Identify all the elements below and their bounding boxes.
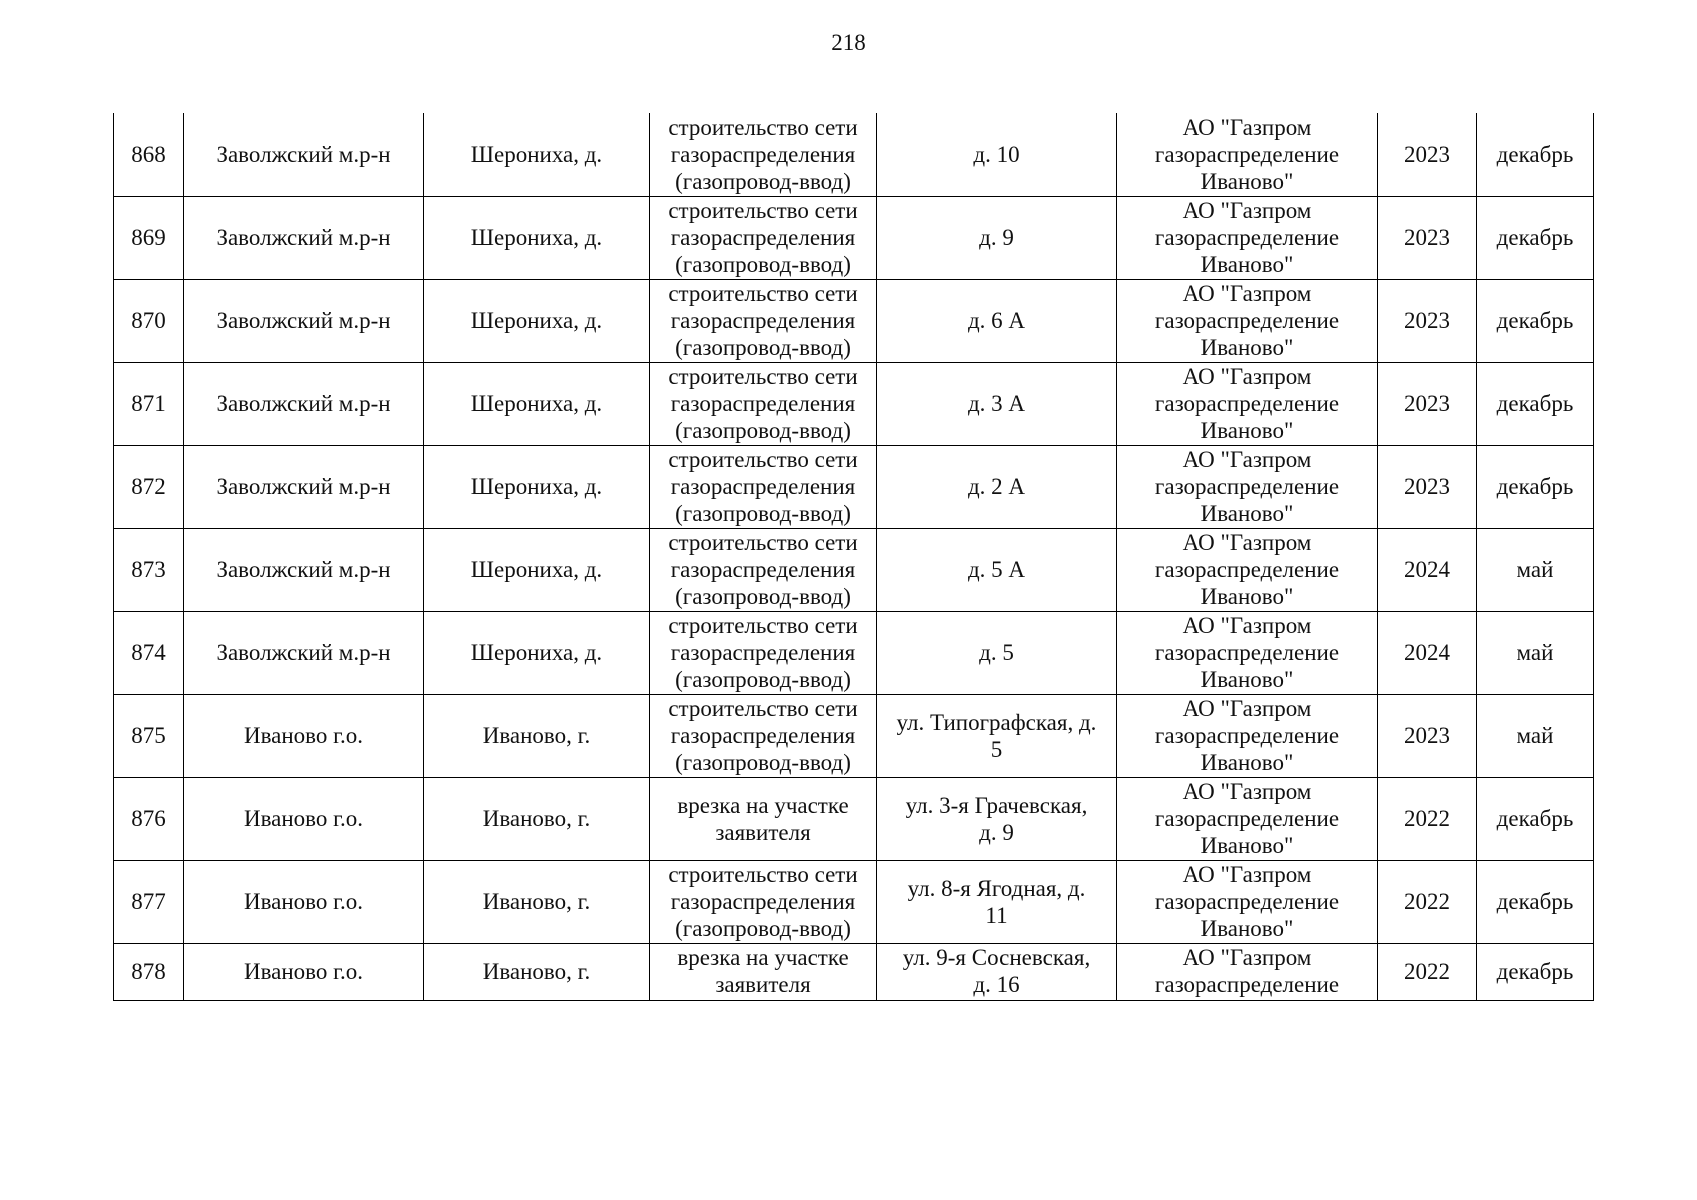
organization-cell-line: АО "Газпром [1182, 364, 1312, 389]
address-cell-line: д. 3 А [967, 391, 1026, 416]
work-type-cell-line: строительство сети [668, 447, 858, 472]
organization-cell-line: газораспределение [1154, 474, 1340, 499]
year-cell: 2023 [1378, 196, 1477, 279]
address-cell-line: 5 [990, 736, 1003, 762]
month-cell: декабрь [1477, 445, 1594, 528]
table-row [114, 113, 1594, 196]
data-table [113, 113, 1594, 1001]
work-type-cell-line: заявителя [715, 971, 811, 997]
district-cell: Заволжский м.р-н [184, 362, 424, 445]
organization-cell-line: АО "Газпром [1182, 198, 1312, 223]
organization-cell-line: АО "Газпром [1182, 447, 1312, 472]
organization-cell-line: газораспределение [1154, 971, 1340, 997]
address-cell-line: ул. 3-я Грачевская, [905, 792, 1088, 818]
row-number-cell: 874 [114, 611, 184, 694]
row-number-cell: 870 [114, 279, 184, 362]
address-cell-line: д. 9 [979, 819, 1014, 845]
table-row [114, 362, 1594, 445]
locality-cell: Шерониха, д. [424, 611, 650, 694]
table-row [114, 196, 1594, 279]
row-number-cell: 869 [114, 196, 184, 279]
address-cell-line: д. 6 А [967, 308, 1026, 333]
work-type-cell [650, 362, 877, 445]
locality-cell: Шерониха, д. [424, 196, 650, 279]
month-cell: май [1477, 528, 1594, 611]
address-cell [877, 777, 1117, 860]
organization-cell [1117, 196, 1378, 279]
work-type-cell-line: строительство сети [668, 613, 858, 638]
row-number-cell: 873 [114, 528, 184, 611]
work-type-cell-line: строительство сети [668, 862, 858, 887]
district-cell: Заволжский м.р-н [184, 611, 424, 694]
table-row [114, 694, 1594, 777]
work-type-cell-line: газораспределения [670, 474, 856, 499]
organization-cell-line: Иваново" [1200, 168, 1294, 194]
page-number: 218 [831, 30, 866, 55]
organization-cell-line: газораспределение [1154, 225, 1340, 250]
district-cell: Заволжский м.р-н [184, 196, 424, 279]
organization-cell [1117, 113, 1378, 196]
work-type-cell-line: (газопровод-ввод) [675, 750, 851, 775]
table-row [114, 943, 1594, 1000]
year-cell: 2023 [1378, 445, 1477, 528]
work-type-cell [650, 860, 877, 943]
work-type-cell-line: строительство сети [668, 198, 858, 223]
month-cell: декабрь [1477, 113, 1594, 196]
address-cell [877, 528, 1117, 611]
year-cell: 2024 [1378, 528, 1477, 611]
row-number-cell: 875 [114, 694, 184, 777]
district-cell: Заволжский м.р-н [184, 528, 424, 611]
address-cell-line: д. 2 А [967, 474, 1026, 499]
work-type-cell-line: (газопровод-ввод) [675, 252, 851, 277]
organization-cell [1117, 694, 1378, 777]
address-cell [877, 943, 1117, 1000]
work-type-cell [650, 694, 877, 777]
address-cell [877, 860, 1117, 943]
address-cell [877, 611, 1117, 694]
organization-cell-line: АО "Газпром [1182, 114, 1312, 140]
work-type-cell-line: заявителя [715, 819, 811, 845]
table-row [114, 611, 1594, 694]
district-cell: Иваново г.о. [184, 777, 424, 860]
organization-cell-line: Иваново" [1200, 418, 1294, 443]
work-type-cell-line: газораспределения [670, 723, 856, 748]
address-cell-line: ул. 9-я Сосневская, [902, 944, 1091, 970]
row-number-cell: 878 [114, 943, 184, 1000]
year-cell: 2023 [1378, 113, 1477, 196]
organization-cell [1117, 943, 1378, 1000]
organization-cell [1117, 528, 1378, 611]
organization-cell-line: АО "Газпром [1182, 613, 1312, 638]
district-cell: Иваново г.о. [184, 694, 424, 777]
address-cell-line: 11 [985, 902, 1008, 928]
address-cell [877, 196, 1117, 279]
work-type-cell [650, 611, 877, 694]
address-cell [877, 113, 1117, 196]
work-type-cell-line: газораспределения [670, 141, 856, 167]
organization-cell-line: газораспределение [1154, 640, 1340, 665]
work-type-cell-line: строительство сети [668, 281, 858, 306]
organization-cell-line: газораспределение [1154, 141, 1340, 167]
row-number-cell: 877 [114, 860, 184, 943]
organization-cell [1117, 362, 1378, 445]
locality-cell: Шерониха, д. [424, 445, 650, 528]
organization-cell-line: Иваново" [1200, 667, 1294, 692]
work-type-cell-line: строительство сети [668, 364, 858, 389]
organization-cell [1117, 777, 1378, 860]
work-type-cell-line: газораспределения [670, 640, 856, 665]
organization-cell-line: Иваново" [1200, 833, 1294, 858]
row-number-cell: 876 [114, 777, 184, 860]
locality-cell: Иваново, г. [424, 694, 650, 777]
year-cell: 2023 [1378, 694, 1477, 777]
organization-cell-line: Иваново" [1200, 750, 1294, 775]
district-cell: Иваново г.о. [184, 860, 424, 943]
organization-cell-line: газораспределение [1154, 557, 1340, 582]
work-type-cell-line: строительство сети [668, 530, 858, 555]
work-type-cell [650, 445, 877, 528]
locality-cell: Иваново, г. [424, 777, 650, 860]
district-cell: Заволжский м.р-н [184, 113, 424, 196]
organization-cell-line: АО "Газпром [1182, 944, 1312, 970]
table-row [114, 528, 1594, 611]
locality-cell: Иваново, г. [424, 943, 650, 1000]
table-row [114, 860, 1594, 943]
table-row [114, 279, 1594, 362]
work-type-cell-line: (газопровод-ввод) [675, 916, 851, 941]
year-cell: 2023 [1378, 279, 1477, 362]
table-row [114, 777, 1594, 860]
year-cell: 2023 [1378, 362, 1477, 445]
work-type-cell [650, 196, 877, 279]
work-type-cell-line: (газопровод-ввод) [675, 168, 851, 194]
address-cell-line: д. 5 [979, 640, 1014, 665]
address-cell-line: д. 5 А [967, 557, 1026, 582]
organization-cell [1117, 611, 1378, 694]
work-type-cell-line: газораспределения [670, 308, 856, 333]
work-type-cell-line: строительство сети [668, 696, 858, 721]
work-type-cell-line: (газопровод-ввод) [675, 501, 851, 526]
organization-cell-line: Иваново" [1200, 335, 1294, 360]
locality-cell: Шерониха, д. [424, 113, 650, 196]
address-cell-line: д. 9 [979, 225, 1014, 250]
organization-cell [1117, 860, 1378, 943]
organization-cell-line: Иваново" [1200, 252, 1294, 277]
organization-cell-line: газораспределение [1154, 806, 1340, 831]
work-type-cell-line: (газопровод-ввод) [675, 584, 851, 609]
work-type-cell [650, 279, 877, 362]
organization-cell-line: Иваново" [1200, 584, 1294, 609]
row-number-cell: 868 [114, 113, 184, 196]
address-cell-line: д. 16 [973, 971, 1020, 997]
work-type-cell-line: газораспределения [670, 889, 856, 914]
work-type-cell-line: газораспределения [670, 557, 856, 582]
year-cell: 2022 [1378, 860, 1477, 943]
month-cell: май [1477, 694, 1594, 777]
organization-cell-line: АО "Газпром [1182, 696, 1312, 721]
month-cell: декабрь [1477, 279, 1594, 362]
work-type-cell-line: врезка на участке [677, 792, 849, 818]
year-cell: 2022 [1378, 777, 1477, 860]
address-cell [877, 445, 1117, 528]
work-type-cell [650, 528, 877, 611]
year-cell: 2022 [1378, 943, 1477, 1000]
work-type-cell-line: газораспределения [670, 225, 856, 250]
month-cell: декабрь [1477, 943, 1594, 1000]
organization-cell-line: АО "Газпром [1182, 779, 1312, 804]
month-cell: май [1477, 611, 1594, 694]
address-cell [877, 279, 1117, 362]
district-cell: Иваново г.о. [184, 943, 424, 1000]
work-type-cell-line: (газопровод-ввод) [675, 667, 851, 692]
organization-cell [1117, 279, 1378, 362]
row-number-cell: 871 [114, 362, 184, 445]
work-type-cell-line: врезка на участке [677, 944, 849, 970]
work-type-cell-line: (газопровод-ввод) [675, 335, 851, 360]
month-cell: декабрь [1477, 777, 1594, 860]
district-cell: Заволжский м.р-н [184, 279, 424, 362]
month-cell: декабрь [1477, 362, 1594, 445]
month-cell: декабрь [1477, 196, 1594, 279]
organization-cell-line: газораспределение [1154, 391, 1340, 416]
locality-cell: Шерониха, д. [424, 279, 650, 362]
year-cell: 2024 [1378, 611, 1477, 694]
district-cell: Заволжский м.р-н [184, 445, 424, 528]
address-cell-line: ул. Типографская, д. [896, 709, 1097, 735]
organization-cell-line: Иваново" [1200, 916, 1294, 941]
organization-cell-line: газораспределение [1154, 308, 1340, 333]
organization-cell-line: газораспределение [1154, 723, 1340, 748]
locality-cell: Иваново, г. [424, 860, 650, 943]
table-row [114, 445, 1594, 528]
organization-cell-line: Иваново" [1200, 501, 1294, 526]
month-cell: декабрь [1477, 860, 1594, 943]
address-cell [877, 694, 1117, 777]
work-type-cell-line: газораспределения [670, 391, 856, 416]
work-type-cell-line: строительство сети [668, 114, 858, 140]
locality-cell: Шерониха, д. [424, 362, 650, 445]
work-type-cell [650, 113, 877, 196]
organization-cell-line: АО "Газпром [1182, 862, 1312, 887]
organization-cell [1117, 445, 1378, 528]
organization-cell-line: АО "Газпром [1182, 281, 1312, 306]
organization-cell-line: газораспределение [1154, 889, 1340, 914]
organization-cell-line: АО "Газпром [1182, 530, 1312, 555]
work-type-cell [650, 943, 877, 1000]
locality-cell: Шерониха, д. [424, 528, 650, 611]
table-body [114, 113, 1594, 1000]
address-cell-line: ул. 8-я Ягодная, д. [907, 875, 1086, 901]
address-cell-line: д. 10 [973, 141, 1020, 167]
row-number-cell: 872 [114, 445, 184, 528]
address-cell [877, 362, 1117, 445]
work-type-cell [650, 777, 877, 860]
work-type-cell-line: (газопровод-ввод) [675, 418, 851, 443]
